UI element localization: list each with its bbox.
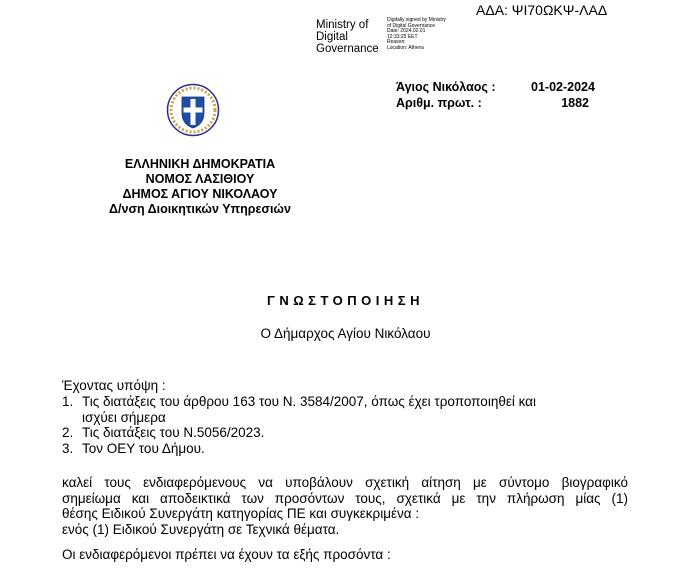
considering-label: Έχοντας υπόψη : [62, 378, 166, 393]
list-item-text: Τον ΟΕΥ του Δήμου. [82, 440, 205, 456]
paragraph-line: καλεί τους ενδιαφερόμενους να υποβάλουν σχετική αίτηση με σύντομο βιογραφικό [62, 475, 628, 490]
sender-line: Δ/νση Διοικητικών Υπηρεσιών [109, 202, 291, 216]
sender-line: ΔΗΜΟΣ ΑΓΙΟΥ ΝΙΚΟΛΑΟΥ [122, 187, 278, 201]
signature-detail: 12:33:25 EET [387, 33, 418, 40]
main-paragraph [62, 475, 628, 537]
sender-line: ΝΟΜΟΣ ΛΑΣΙΘΙΟΥ [145, 172, 255, 186]
qualifications-intro: Οι ενδιαφερόμενοι πρέπει να έχουν τα εξής προσόντα : [62, 547, 391, 562]
signature-detail: Location: Athens [387, 44, 424, 51]
signature-line: Digital [316, 31, 348, 43]
sender-line: ΕΛΛΗΝΙΚΗ ΔΗΜΟΚΡΑΤΙΑ [124, 157, 276, 171]
signature-detail: Reason: [387, 39, 406, 46]
list-item [62, 441, 536, 457]
signature-detail: of Digital Governance [387, 22, 436, 29]
list-item-number: 1. [62, 394, 74, 409]
protocol-value: 1882 [561, 96, 589, 110]
list-item [62, 425, 536, 441]
protocol-label: Αριθμ. πρωτ. : [396, 96, 482, 110]
sender-block [90, 157, 310, 217]
list-item [62, 394, 536, 410]
ada-number: ΑΔΑ: ΨΙ70ΩΚΨ-ΛΑΔ [476, 2, 608, 18]
list-item-text: Τις διατάξεις του άρθρου 163 του Ν. 3584/2007, όπως έχει τροποποιηθεί και [82, 394, 536, 409]
document-subtitle: Ο Δήμαρχος Αγίου Νικόλαου [260, 326, 431, 341]
signature-detail: Digitally signed by Ministry [387, 17, 446, 23]
digital-signature-details [387, 18, 446, 52]
signature-line: Governance [316, 43, 379, 55]
list-item-text: Τις διατάξεις του Ν.5056/2023. [82, 425, 265, 440]
place-date-block [396, 79, 601, 111]
place-label: Άγιος Νικόλαος : [396, 80, 496, 94]
document-title: ΓΝΩΣΤΟΠΟΙΗΣΗ [267, 293, 424, 308]
list-item-number: 3. [62, 440, 74, 456]
signature-line: Ministry of [316, 19, 369, 31]
list-item-continuation: ισχύει σήμερα [82, 409, 166, 425]
paragraph-line: ενός (1) Ειδικού Συνεργάτη σε Τεχνικά θέματα. [62, 521, 340, 537]
date-value: 01-02-2024 [531, 80, 595, 94]
signature-detail: Date: 2024.02.01 [387, 28, 426, 35]
considerations-list [62, 394, 536, 456]
greek-coat-of-arms-icon [166, 83, 220, 137]
list-item-number: 2. [62, 425, 74, 440]
digital-signature-ministry [316, 19, 379, 55]
paragraph-line: θέσης Ειδικού Συνεργάτη κατηγορίας ΠΕ και συγκεκριμένα : [62, 506, 420, 521]
paragraph-line: σημείωμα και αποδεικτικά των προσόντων τους, σχετικά με την πλήρωση μίας (1) [62, 490, 628, 506]
